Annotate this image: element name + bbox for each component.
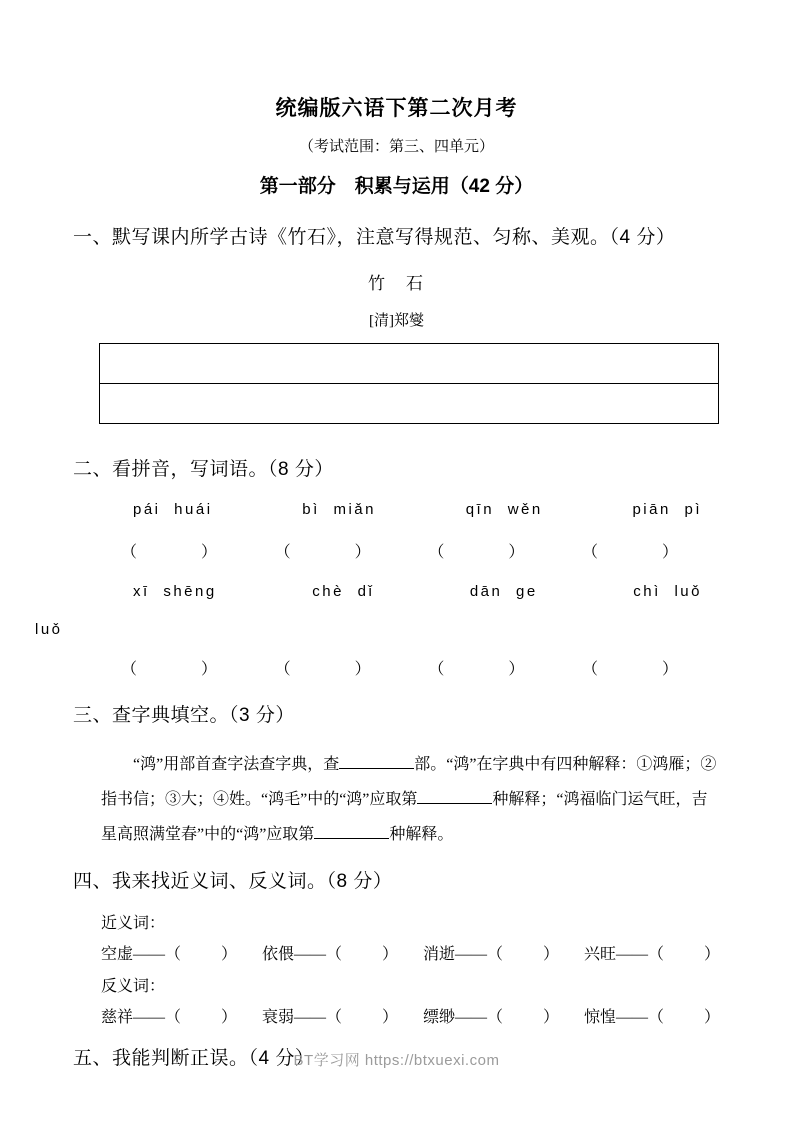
- synonym-item: [423, 944, 559, 966]
- paren-close: ）: [661, 661, 678, 678]
- word: 兴旺: [583, 946, 616, 963]
- dash: ——: [454, 946, 487, 963]
- poem-answer-box: [99, 343, 719, 424]
- answer-blank: [121, 539, 217, 562]
- paren-close: ）: [508, 544, 525, 561]
- word: 惊惶: [583, 1009, 616, 1026]
- paren-close: ）: [201, 661, 218, 678]
- antonym-item: [584, 1007, 720, 1029]
- antonyms-label: 反义词：: [101, 978, 166, 995]
- fill-in-blank: [314, 823, 389, 839]
- paren-open: （: [274, 661, 291, 678]
- paren-open: （: [581, 544, 598, 561]
- paren-open: （: [121, 544, 138, 561]
- paren-close: ）: [508, 661, 525, 678]
- question-1-heading: 一、默写课内所学古诗《竹石》，注意写得规范、匀称、美观。（4 分）: [73, 227, 676, 248]
- dash: ——: [294, 946, 326, 963]
- synonyms-row: [101, 944, 720, 966]
- poem-answer-row-2: [100, 384, 718, 423]
- question-3-heading: 三、查字典填空。（3 分）: [73, 705, 295, 726]
- question-4-heading: 四、我来找近义词、反义词。（8 分）: [73, 871, 393, 892]
- synonym-item: [101, 944, 237, 966]
- synonyms-label: 近义词：: [101, 915, 166, 932]
- answer-blank: [275, 539, 371, 562]
- poem-answer-row-1: [100, 344, 718, 384]
- pinyin-item: pái huái: [133, 501, 213, 518]
- pinyin-row-2: [73, 583, 720, 600]
- word: 消逝: [422, 946, 455, 963]
- pinyin-item: piān pì: [632, 501, 702, 518]
- word: 慈祥: [101, 1009, 134, 1026]
- answer-blank: [275, 656, 371, 679]
- page-title: 统编版六语下第二次月考: [275, 97, 518, 120]
- antonym-item: [423, 1007, 559, 1029]
- pinyin-item: dān ge: [469, 583, 538, 600]
- answer-blank: [428, 656, 524, 679]
- paren-open: （: [647, 1009, 664, 1026]
- answer-paren-row-2: [73, 656, 720, 679]
- paren-open: （: [486, 1009, 503, 1026]
- antonym-item: [101, 1007, 237, 1029]
- paren-open: （: [165, 946, 182, 963]
- antonyms-row: [101, 1007, 720, 1029]
- question-3-text: [101, 747, 720, 852]
- exam-scope-subtitle: （考试范围：第三、四单元）: [298, 139, 494, 155]
- paren-open: （: [428, 661, 445, 678]
- answer-blank: [428, 539, 524, 562]
- pinyin-item: chì luǒ: [633, 583, 702, 600]
- paren-close: ）: [703, 946, 720, 963]
- footer-watermark: BT学习网 https://btxuexi.com: [293, 1052, 500, 1069]
- pinyin-item: xī shēng: [133, 583, 217, 600]
- paren-open: （: [326, 946, 343, 963]
- q3-segment: 种解释；“鸿福临门运气旺，吉星高照满堂春”中的“鸿”应取第: [101, 791, 708, 843]
- paren-close: ）: [703, 1009, 720, 1026]
- word: 空虚: [101, 946, 134, 963]
- paren-open: （: [274, 544, 291, 561]
- answer-blank: [582, 539, 678, 562]
- fill-in-blank: [417, 788, 492, 804]
- antonym-item: [262, 1007, 398, 1029]
- paren-close: ）: [382, 1009, 399, 1026]
- paren-close: ）: [543, 1009, 560, 1026]
- pinyin-item: chè dǐ: [312, 583, 375, 600]
- paren-open: （: [121, 661, 138, 678]
- question-2-heading: 二、看拼音，写词语。（8 分）: [73, 459, 334, 480]
- pinyin-item: qīn wěn: [465, 501, 543, 518]
- paren-close: ）: [382, 946, 399, 963]
- dash: ——: [133, 946, 166, 963]
- paren-open: （: [165, 1009, 182, 1026]
- synonym-item: [262, 944, 398, 966]
- paren-close: ）: [543, 946, 560, 963]
- dash: ——: [615, 946, 648, 963]
- dash: ——: [615, 1009, 648, 1026]
- answer-paren-row-1: [73, 539, 720, 562]
- synonym-item: [584, 944, 720, 966]
- paren-close: ）: [221, 946, 238, 963]
- paren-close: ）: [221, 1009, 238, 1026]
- dash: ——: [133, 1009, 166, 1026]
- pinyin-wrapped-syllable: luǒ: [35, 621, 63, 638]
- paren-open: （: [581, 661, 598, 678]
- q3-segment: 部。“鸿”在字典中有四种解释：①鸿雁；②指书信；③大；④姓。“鸿毛”中的“鸿”应取第: [101, 756, 717, 808]
- dash: ——: [454, 1009, 487, 1026]
- paren-open: （: [486, 946, 503, 963]
- word: 依偎: [261, 946, 294, 963]
- paren-close: ）: [661, 544, 678, 561]
- paren-close: ）: [201, 544, 218, 561]
- word: 缥缈: [422, 1009, 455, 1026]
- fill-in-blank: [339, 753, 414, 769]
- poem-author: [清]郑燮: [369, 313, 424, 329]
- paren-open: （: [647, 946, 664, 963]
- word: 衰弱: [261, 1009, 294, 1026]
- q3-segment: 种解释。: [389, 826, 454, 843]
- paren-open: （: [326, 1009, 343, 1026]
- paren-close: ）: [354, 544, 371, 561]
- question-5-heading: 五、我能判断正误。（4 分）: [73, 1048, 315, 1069]
- paren-open: （: [428, 544, 445, 561]
- dash: ——: [294, 1009, 326, 1026]
- answer-blank: [121, 656, 217, 679]
- answer-blank: [582, 656, 678, 679]
- poem-title: 竹 石: [368, 274, 425, 293]
- pinyin-item: bì miǎn: [302, 501, 376, 518]
- pinyin-row-1: [73, 501, 720, 518]
- q3-segment: “鸿”用部首查字法查字典，查: [133, 756, 340, 773]
- paren-close: ）: [354, 661, 371, 678]
- section-header: 第一部分 积累与运用（42 分）: [259, 176, 534, 197]
